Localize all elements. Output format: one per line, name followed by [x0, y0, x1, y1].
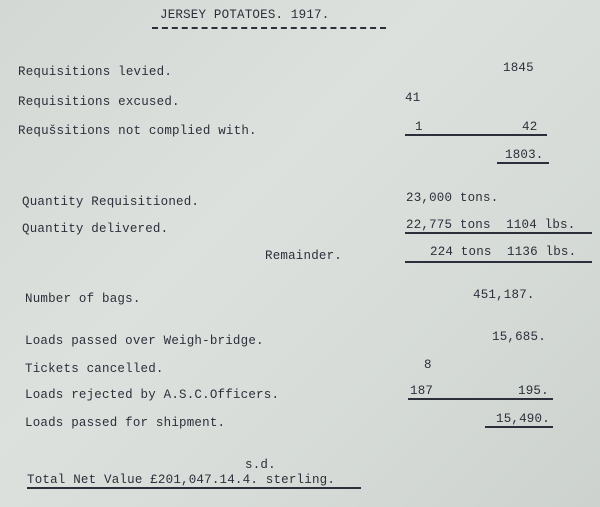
value-requisitions-excused: 41 [405, 91, 421, 105]
title-dashed-rule [152, 27, 386, 29]
underline-total-net-value [27, 487, 361, 489]
value-quantity-requisitioned: 23,000 tons. [406, 191, 499, 205]
underline-remainder [405, 261, 592, 263]
value-number-of-bags: 451,187. [473, 288, 535, 302]
underline-loads-shipment [485, 426, 553, 428]
value-loads-rejected: 195. [518, 384, 549, 398]
label-number-of-bags: Number of bags. [25, 292, 141, 306]
sub-requisitions-not-complied: 1 [415, 120, 423, 134]
sub-loads-rejected: 187 [410, 384, 434, 398]
value-tickets-cancelled: 8 [424, 358, 432, 372]
value-requisitions-levied: 1845 [503, 61, 534, 75]
label-requisitions-not-complied: Requšsitions not complied with. [18, 124, 257, 138]
value-loads-weighbridge: 15,685. [492, 330, 546, 344]
underline-quantity-delivered [405, 232, 592, 234]
label-loads-shipment: Loads passed for shipment. [25, 416, 226, 430]
label-quantity-delivered: Quantity delivered. [22, 222, 169, 236]
label-loads-weighbridge: Loads passed over Weigh-bridge. [25, 334, 264, 348]
label-tickets-cancelled: Tickets cancelled. [25, 362, 164, 376]
underline-loads-rejected [408, 398, 553, 400]
value-remainder: 224 tons 1136 lbs. [430, 245, 577, 259]
currency-units-label: s.d. [245, 458, 276, 472]
value-requisitions-net: 1803. [505, 148, 544, 162]
label-requisitions-levied: Requisitions levied. [18, 65, 173, 79]
value-quantity-delivered: 22,775 tons 1104 lbs. [406, 218, 576, 232]
underline-requisitions [405, 134, 547, 136]
document-title: JERSEY POTATOES. 1917. [160, 8, 330, 22]
label-quantity-requisitioned: Quantity Requisitioned. [22, 195, 200, 209]
label-loads-rejected: Loads rejected by A.S.C.Officers. [25, 388, 280, 402]
value-loads-shipment: 15,490. [496, 412, 550, 426]
label-remainder: Remainder. [265, 249, 343, 263]
value-requisitions-not-complied: 42 [522, 120, 538, 134]
underline-requisitions-net [497, 162, 549, 164]
total-net-value: Total Net Value £201,047.14.4. sterling. [27, 473, 336, 487]
label-requisitions-excused: Requisitions excused. [18, 95, 180, 109]
